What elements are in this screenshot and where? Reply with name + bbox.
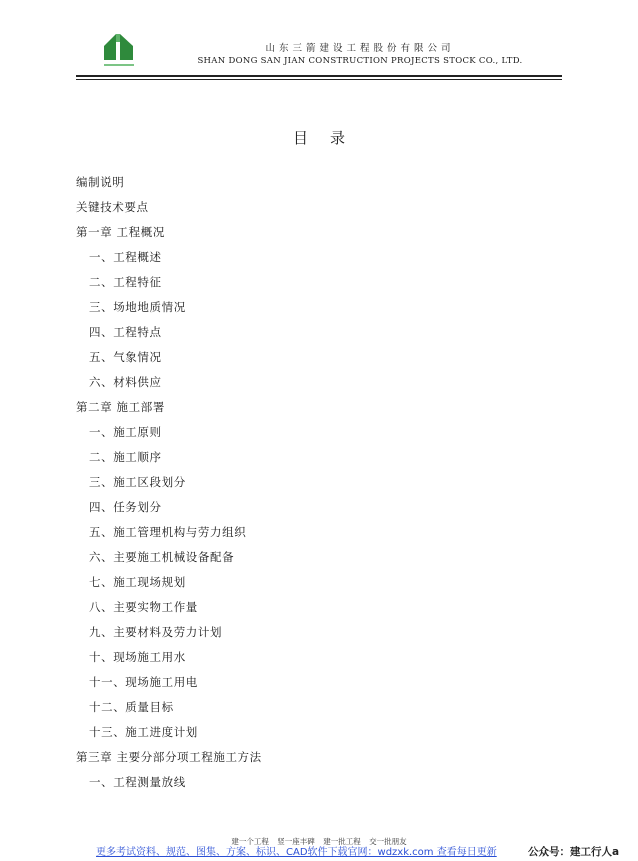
table-of-contents <box>76 172 576 797</box>
toc-chapter-item[interactable]: 关键技术要点 <box>76 200 149 214</box>
toc-section-item[interactable]: 二、工程特征 <box>89 275 162 289</box>
header-divider-thick <box>76 75 562 77</box>
toc-section-item[interactable]: 四、任务划分 <box>89 500 162 514</box>
toc-chapter-item[interactable]: 第三章 主要分部分项工程施工方法 <box>76 750 262 764</box>
toc-section-item[interactable]: 十、现场施工用水 <box>89 650 186 664</box>
toc-section-item[interactable]: 二、施工顺序 <box>89 450 162 464</box>
toc-section-item[interactable]: 一、工程测量放线 <box>89 775 186 789</box>
toc-chapter-item[interactable]: 第二章 施工部署 <box>76 400 165 414</box>
footer-download-link[interactable]: 更多考试资料、规范、图集、方案、标识、CAD软件下载官网：wdzxk.com 查看每日更新 <box>96 847 497 858</box>
toc-section-item[interactable]: 七、施工现场规划 <box>89 575 186 589</box>
toc-section-item[interactable]: 九、主要材料及劳力计划 <box>89 625 223 639</box>
toc-chapter-item[interactable]: 编制说明 <box>76 175 125 189</box>
toc-section-item[interactable]: 三、施工区段划分 <box>89 475 186 489</box>
company-logo-icon <box>100 28 138 72</box>
company-name-cn: 山东三箭建设工程股份有限公司 <box>265 43 455 54</box>
toc-section-item[interactable]: 四、工程特点 <box>89 325 162 339</box>
toc-section-item[interactable]: 六、主要施工机械设备配备 <box>89 550 235 564</box>
footer-watermark: 公众号：建工行人a <box>528 846 620 858</box>
page-title: 目录 <box>292 129 367 147</box>
toc-section-item[interactable]: 十三、施工进度计划 <box>89 725 198 739</box>
toc-section-item[interactable]: 六、材料供应 <box>89 375 162 389</box>
toc-section-item[interactable]: 五、气象情况 <box>89 350 162 364</box>
toc-chapter-item[interactable]: 第一章 工程概况 <box>76 225 165 239</box>
header-divider-thin <box>76 79 562 80</box>
toc-section-item[interactable]: 一、工程概述 <box>89 250 162 264</box>
toc-section-item[interactable]: 八、主要实物工作量 <box>89 600 198 614</box>
document-header <box>0 0 638 90</box>
toc-section-item[interactable]: 三、场地地质情况 <box>89 300 186 314</box>
toc-section-item[interactable]: 一、施工原则 <box>89 425 162 439</box>
company-name-en: SHAN DONG SAN JIAN CONSTRUCTION PROJECTS STOCK CO., LTD. <box>197 56 523 66</box>
toc-section-item[interactable]: 五、施工管理机构与劳力组织 <box>89 525 247 539</box>
toc-section-item[interactable]: 十一、现场施工用电 <box>89 675 198 689</box>
footer-slogan: 建一个工程 竖一座丰碑 建一批工程 交一批朋友 <box>231 837 407 846</box>
toc-section-item[interactable]: 十二、质量目标 <box>89 700 174 714</box>
